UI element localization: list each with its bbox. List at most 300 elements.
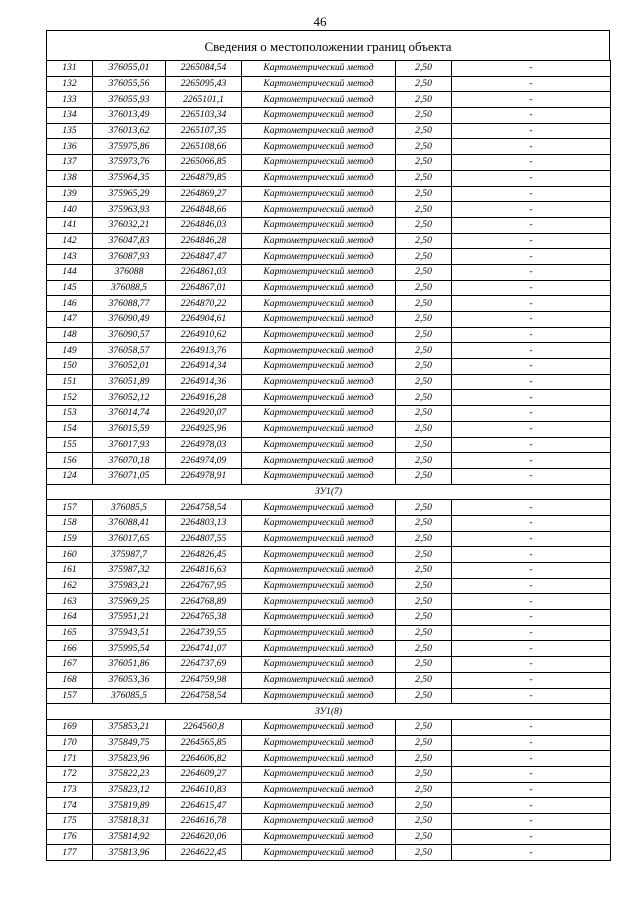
x-coordinate-cell: 376017,93 bbox=[93, 437, 166, 453]
table-row bbox=[47, 343, 611, 359]
accuracy-cell: 2,50 bbox=[396, 186, 452, 202]
description-cell: - bbox=[452, 453, 611, 469]
table-row bbox=[47, 108, 611, 124]
y-coordinate-cell: 2264560,8 bbox=[166, 719, 242, 735]
method-cell: Картометрический метод bbox=[242, 186, 396, 202]
table-row bbox=[47, 437, 611, 453]
table-row bbox=[47, 202, 611, 218]
x-coordinate-cell: 376055,01 bbox=[93, 61, 166, 77]
accuracy-cell: 2,50 bbox=[396, 139, 452, 155]
y-coordinate-cell: 2264826,45 bbox=[166, 547, 242, 563]
method-cell: Картометрический метод bbox=[242, 641, 396, 657]
x-coordinate-cell: 376090,49 bbox=[93, 312, 166, 328]
x-coordinate-cell: 375973,76 bbox=[93, 155, 166, 171]
method-cell: Картометрический метод bbox=[242, 594, 396, 610]
y-coordinate-cell: 2264974,09 bbox=[166, 453, 242, 469]
table-row bbox=[47, 657, 611, 673]
y-coordinate-cell: 2264848,66 bbox=[166, 202, 242, 218]
description-cell: - bbox=[452, 170, 611, 186]
point-number-cell: 161 bbox=[47, 563, 93, 579]
point-number-cell: 152 bbox=[47, 390, 93, 406]
table-row bbox=[47, 280, 611, 296]
point-number-cell: 140 bbox=[47, 202, 93, 218]
description-cell: - bbox=[452, 359, 611, 375]
accuracy-cell: 2,50 bbox=[396, 531, 452, 547]
point-number-cell: 176 bbox=[47, 829, 93, 845]
point-number-cell: 155 bbox=[47, 437, 93, 453]
y-coordinate-cell: 2264916,28 bbox=[166, 390, 242, 406]
x-coordinate-cell: 375818,31 bbox=[93, 814, 166, 830]
x-coordinate-cell: 375987,32 bbox=[93, 563, 166, 579]
point-number-cell: 146 bbox=[47, 296, 93, 312]
method-cell: Картометрический метод bbox=[242, 359, 396, 375]
accuracy-cell: 2,50 bbox=[396, 594, 452, 610]
method-cell: Картометрический метод bbox=[242, 766, 396, 782]
description-cell: - bbox=[452, 672, 611, 688]
method-cell: Картометрический метод bbox=[242, 108, 396, 124]
accuracy-cell: 2,50 bbox=[396, 155, 452, 171]
x-coordinate-cell: 376090,57 bbox=[93, 327, 166, 343]
y-coordinate-cell: 2264904,61 bbox=[166, 312, 242, 328]
x-coordinate-cell: 376017,65 bbox=[93, 531, 166, 547]
y-coordinate-cell: 2264610,83 bbox=[166, 782, 242, 798]
method-cell: Картометрический метод bbox=[242, 625, 396, 641]
table-row bbox=[47, 531, 611, 547]
x-coordinate-cell: 376051,89 bbox=[93, 374, 166, 390]
x-coordinate-cell: 376052,12 bbox=[93, 390, 166, 406]
y-coordinate-cell: 2264741,07 bbox=[166, 641, 242, 657]
y-coordinate-cell: 2264737,69 bbox=[166, 657, 242, 673]
description-cell: - bbox=[452, 61, 611, 77]
description-cell: - bbox=[452, 829, 611, 845]
description-cell: - bbox=[452, 280, 611, 296]
y-coordinate-cell: 2264861,03 bbox=[166, 264, 242, 280]
method-cell: Картометрический метод bbox=[242, 657, 396, 673]
y-coordinate-cell: 2265066,85 bbox=[166, 155, 242, 171]
method-cell: Картометрический метод bbox=[242, 139, 396, 155]
description-cell: - bbox=[452, 76, 611, 92]
table-row bbox=[47, 798, 611, 814]
method-cell: Картометрический метод bbox=[242, 92, 396, 108]
method-cell: Картометрический метод bbox=[242, 500, 396, 516]
description-cell: - bbox=[452, 735, 611, 751]
x-coordinate-cell: 375813,96 bbox=[93, 845, 166, 861]
table-row bbox=[47, 186, 611, 202]
accuracy-cell: 2,50 bbox=[396, 751, 452, 767]
y-coordinate-cell: 2264846,28 bbox=[166, 233, 242, 249]
method-cell: Картометрический метод bbox=[242, 170, 396, 186]
method-cell: Картометрический метод bbox=[242, 751, 396, 767]
point-number-cell: 153 bbox=[47, 406, 93, 422]
table-row bbox=[47, 61, 611, 77]
description-cell: - bbox=[452, 312, 611, 328]
point-number-cell: 138 bbox=[47, 170, 93, 186]
x-coordinate-cell: 375823,96 bbox=[93, 751, 166, 767]
point-number-cell: 131 bbox=[47, 61, 93, 77]
method-cell: Картометрический метод bbox=[242, 437, 396, 453]
point-number-cell: 173 bbox=[47, 782, 93, 798]
description-cell: - bbox=[452, 766, 611, 782]
x-coordinate-cell: 376032,21 bbox=[93, 217, 166, 233]
point-number-cell: 132 bbox=[47, 76, 93, 92]
y-coordinate-cell: 2264910,62 bbox=[166, 327, 242, 343]
table-row bbox=[47, 735, 611, 751]
accuracy-cell: 2,50 bbox=[396, 406, 452, 422]
accuracy-cell: 2,50 bbox=[396, 249, 452, 265]
y-coordinate-cell: 2264920,07 bbox=[166, 406, 242, 422]
table-row bbox=[47, 155, 611, 171]
accuracy-cell: 2,50 bbox=[396, 845, 452, 861]
y-coordinate-cell: 2264565,85 bbox=[166, 735, 242, 751]
y-coordinate-cell: 2264765,38 bbox=[166, 610, 242, 626]
table-row bbox=[47, 92, 611, 108]
page-number: 46 bbox=[313, 14, 327, 29]
description-cell: - bbox=[452, 845, 611, 861]
y-coordinate-cell: 2264758,54 bbox=[166, 500, 242, 516]
accuracy-cell: 2,50 bbox=[396, 688, 452, 704]
point-number-cell: 167 bbox=[47, 657, 93, 673]
point-number-cell: 156 bbox=[47, 453, 93, 469]
y-coordinate-cell: 2264616,78 bbox=[166, 814, 242, 830]
accuracy-cell: 2,50 bbox=[396, 563, 452, 579]
x-coordinate-cell: 376085,5 bbox=[93, 500, 166, 516]
table-row bbox=[47, 406, 611, 422]
accuracy-cell: 2,50 bbox=[396, 766, 452, 782]
description-cell: - bbox=[452, 751, 611, 767]
method-cell: Картометрический метод bbox=[242, 264, 396, 280]
accuracy-cell: 2,50 bbox=[396, 374, 452, 390]
y-coordinate-cell: 2265095,43 bbox=[166, 76, 242, 92]
x-coordinate-cell: 376088,5 bbox=[93, 280, 166, 296]
method-cell: Картометрический метод bbox=[242, 453, 396, 469]
x-coordinate-cell: 376070,18 bbox=[93, 453, 166, 469]
y-coordinate-cell: 2264870,22 bbox=[166, 296, 242, 312]
method-cell: Картометрический метод bbox=[242, 468, 396, 484]
point-number-cell: 135 bbox=[47, 123, 93, 139]
y-coordinate-cell: 2264869,27 bbox=[166, 186, 242, 202]
description-cell: - bbox=[452, 139, 611, 155]
method-cell: Картометрический метод bbox=[242, 123, 396, 139]
table-row bbox=[47, 327, 611, 343]
accuracy-cell: 2,50 bbox=[396, 76, 452, 92]
point-number-cell: 177 bbox=[47, 845, 93, 861]
section-row bbox=[47, 484, 611, 500]
table-row bbox=[47, 139, 611, 155]
point-number-cell: 164 bbox=[47, 610, 93, 626]
accuracy-cell: 2,50 bbox=[396, 217, 452, 233]
y-coordinate-cell: 2264846,03 bbox=[166, 217, 242, 233]
table-row bbox=[47, 845, 611, 861]
point-number-cell: 147 bbox=[47, 312, 93, 328]
method-cell: Картометрический метод bbox=[242, 515, 396, 531]
y-coordinate-cell: 2264925,96 bbox=[166, 421, 242, 437]
method-cell: Картометрический метод bbox=[242, 312, 396, 328]
y-coordinate-cell: 2264978,91 bbox=[166, 468, 242, 484]
accuracy-cell: 2,50 bbox=[396, 123, 452, 139]
y-coordinate-cell: 2264758,54 bbox=[166, 688, 242, 704]
x-coordinate-cell: 375823,12 bbox=[93, 782, 166, 798]
description-cell: - bbox=[452, 610, 611, 626]
point-number-cell: 133 bbox=[47, 92, 93, 108]
x-coordinate-cell: 376013,49 bbox=[93, 108, 166, 124]
x-coordinate-cell: 375975,86 bbox=[93, 139, 166, 155]
point-number-cell: 143 bbox=[47, 249, 93, 265]
table-row bbox=[47, 547, 611, 563]
x-coordinate-cell: 376014,74 bbox=[93, 406, 166, 422]
x-coordinate-cell: 375969,25 bbox=[93, 594, 166, 610]
y-coordinate-cell: 2264768,89 bbox=[166, 594, 242, 610]
y-coordinate-cell: 2264807,55 bbox=[166, 531, 242, 547]
table-row bbox=[47, 782, 611, 798]
accuracy-cell: 2,50 bbox=[396, 453, 452, 469]
x-coordinate-cell: 375963,93 bbox=[93, 202, 166, 218]
y-coordinate-cell: 2264867,01 bbox=[166, 280, 242, 296]
method-cell: Картометрический метод bbox=[242, 406, 396, 422]
description-cell: - bbox=[452, 249, 611, 265]
x-coordinate-cell: 375819,89 bbox=[93, 798, 166, 814]
y-coordinate-cell: 2264847,47 bbox=[166, 249, 242, 265]
description-cell: - bbox=[452, 217, 611, 233]
description-cell: - bbox=[452, 657, 611, 673]
description-cell: - bbox=[452, 625, 611, 641]
x-coordinate-cell: 376052,01 bbox=[93, 359, 166, 375]
accuracy-cell: 2,50 bbox=[396, 202, 452, 218]
y-coordinate-cell: 2264609,27 bbox=[166, 766, 242, 782]
description-cell: - bbox=[452, 406, 611, 422]
description-cell: - bbox=[452, 327, 611, 343]
point-number-cell: 144 bbox=[47, 264, 93, 280]
y-coordinate-cell: 2264615,47 bbox=[166, 798, 242, 814]
point-number-cell: 165 bbox=[47, 625, 93, 641]
method-cell: Картометрический метод bbox=[242, 217, 396, 233]
description-cell: - bbox=[452, 92, 611, 108]
table-row bbox=[47, 123, 611, 139]
table-row bbox=[47, 296, 611, 312]
method-cell: Картометрический метод bbox=[242, 343, 396, 359]
table-row bbox=[47, 625, 611, 641]
accuracy-cell: 2,50 bbox=[396, 829, 452, 845]
x-coordinate-cell: 375822,23 bbox=[93, 766, 166, 782]
x-coordinate-cell: 376085,5 bbox=[93, 688, 166, 704]
method-cell: Картометрический метод bbox=[242, 610, 396, 626]
description-cell: - bbox=[452, 688, 611, 704]
point-number-cell: 163 bbox=[47, 594, 93, 610]
table-row bbox=[47, 610, 611, 626]
description-cell: - bbox=[452, 578, 611, 594]
coordinates-table bbox=[46, 60, 611, 861]
accuracy-cell: 2,50 bbox=[396, 515, 452, 531]
accuracy-cell: 2,50 bbox=[396, 547, 452, 563]
method-cell: Картометрический метод bbox=[242, 814, 396, 830]
y-coordinate-cell: 2264978,03 bbox=[166, 437, 242, 453]
accuracy-cell: 2,50 bbox=[396, 625, 452, 641]
method-cell: Картометрический метод bbox=[242, 390, 396, 406]
y-coordinate-cell: 2265101,1 bbox=[166, 92, 242, 108]
table-row bbox=[47, 374, 611, 390]
accuracy-cell: 2,50 bbox=[396, 468, 452, 484]
table-row bbox=[47, 264, 611, 280]
table-header-title: Сведения о местоположении границ объекта bbox=[46, 30, 610, 60]
method-cell: Картометрический метод bbox=[242, 202, 396, 218]
point-number-cell: 148 bbox=[47, 327, 93, 343]
description-cell: - bbox=[452, 296, 611, 312]
description-cell: - bbox=[452, 374, 611, 390]
point-number-cell: 160 bbox=[47, 547, 93, 563]
table-row bbox=[47, 359, 611, 375]
x-coordinate-cell: 375964,35 bbox=[93, 170, 166, 186]
description-cell: - bbox=[452, 202, 611, 218]
boundary-sheet bbox=[46, 30, 610, 861]
point-number-cell: 171 bbox=[47, 751, 93, 767]
table-row bbox=[47, 814, 611, 830]
x-coordinate-cell: 375965,29 bbox=[93, 186, 166, 202]
method-cell: Картометрический метод bbox=[242, 719, 396, 735]
table-row bbox=[47, 170, 611, 186]
table-row bbox=[47, 719, 611, 735]
description-cell: - bbox=[452, 264, 611, 280]
method-cell: Картометрический метод bbox=[242, 374, 396, 390]
point-number-cell: 142 bbox=[47, 233, 93, 249]
y-coordinate-cell: 2264767,95 bbox=[166, 578, 242, 594]
method-cell: Картометрический метод bbox=[242, 296, 396, 312]
description-cell: - bbox=[452, 798, 611, 814]
x-coordinate-cell: 375995,54 bbox=[93, 641, 166, 657]
y-coordinate-cell: 2264914,34 bbox=[166, 359, 242, 375]
section-row bbox=[47, 704, 611, 720]
table-row bbox=[47, 766, 611, 782]
accuracy-cell: 2,50 bbox=[396, 641, 452, 657]
accuracy-cell: 2,50 bbox=[396, 343, 452, 359]
x-coordinate-cell: 376088 bbox=[93, 264, 166, 280]
description-cell: - bbox=[452, 468, 611, 484]
table-row bbox=[47, 515, 611, 531]
description-cell: - bbox=[452, 108, 611, 124]
point-number-cell: 145 bbox=[47, 280, 93, 296]
accuracy-cell: 2,50 bbox=[396, 782, 452, 798]
method-cell: Картометрический метод bbox=[242, 280, 396, 296]
method-cell: Картометрический метод bbox=[242, 531, 396, 547]
y-coordinate-cell: 2264913,76 bbox=[166, 343, 242, 359]
method-cell: Картометрический метод bbox=[242, 782, 396, 798]
point-number-cell: 124 bbox=[47, 468, 93, 484]
point-number-cell: 174 bbox=[47, 798, 93, 814]
accuracy-cell: 2,50 bbox=[396, 170, 452, 186]
coordinates-table-body bbox=[47, 61, 611, 861]
method-cell: Картометрический метод bbox=[242, 688, 396, 704]
method-cell: Картометрический метод bbox=[242, 155, 396, 171]
accuracy-cell: 2,50 bbox=[396, 657, 452, 673]
accuracy-cell: 2,50 bbox=[396, 578, 452, 594]
description-cell: - bbox=[452, 186, 611, 202]
description-cell: - bbox=[452, 343, 611, 359]
accuracy-cell: 2,50 bbox=[396, 264, 452, 280]
table-row bbox=[47, 453, 611, 469]
method-cell: Картометрический метод bbox=[242, 249, 396, 265]
point-number-cell: 139 bbox=[47, 186, 93, 202]
table-row bbox=[47, 217, 611, 233]
description-cell: - bbox=[452, 719, 611, 735]
table-row bbox=[47, 468, 611, 484]
point-number-cell: 175 bbox=[47, 814, 93, 830]
x-coordinate-cell: 375853,21 bbox=[93, 719, 166, 735]
y-coordinate-cell: 2265107,35 bbox=[166, 123, 242, 139]
y-coordinate-cell: 2264879,85 bbox=[166, 170, 242, 186]
accuracy-cell: 2,50 bbox=[396, 280, 452, 296]
accuracy-cell: 2,50 bbox=[396, 296, 452, 312]
point-number-cell: 158 bbox=[47, 515, 93, 531]
method-cell: Картометрический метод bbox=[242, 421, 396, 437]
point-number-cell: 168 bbox=[47, 672, 93, 688]
table-row bbox=[47, 249, 611, 265]
method-cell: Картометрический метод bbox=[242, 547, 396, 563]
description-cell: - bbox=[452, 233, 611, 249]
method-cell: Картометрический метод bbox=[242, 327, 396, 343]
x-coordinate-cell: 376047,83 bbox=[93, 233, 166, 249]
description-cell: - bbox=[452, 390, 611, 406]
y-coordinate-cell: 2265103,34 bbox=[166, 108, 242, 124]
accuracy-cell: 2,50 bbox=[396, 672, 452, 688]
x-coordinate-cell: 376087,93 bbox=[93, 249, 166, 265]
accuracy-cell: 2,50 bbox=[396, 735, 452, 751]
method-cell: Картометрический метод bbox=[242, 735, 396, 751]
point-number-cell: 166 bbox=[47, 641, 93, 657]
x-coordinate-cell: 375943,51 bbox=[93, 625, 166, 641]
accuracy-cell: 2,50 bbox=[396, 61, 452, 77]
point-number-cell: 169 bbox=[47, 719, 93, 735]
description-cell: - bbox=[452, 563, 611, 579]
table-row bbox=[47, 578, 611, 594]
method-cell: Картометрический метод bbox=[242, 672, 396, 688]
description-cell: - bbox=[452, 641, 611, 657]
y-coordinate-cell: 2264739,55 bbox=[166, 625, 242, 641]
table-row bbox=[47, 390, 611, 406]
point-number-cell: 136 bbox=[47, 139, 93, 155]
section-label: ЗУ1(7) bbox=[47, 484, 611, 500]
x-coordinate-cell: 375814,92 bbox=[93, 829, 166, 845]
table-row bbox=[47, 312, 611, 328]
y-coordinate-cell: 2264620,06 bbox=[166, 829, 242, 845]
method-cell: Картометрический метод bbox=[242, 829, 396, 845]
y-coordinate-cell: 2265108,66 bbox=[166, 139, 242, 155]
y-coordinate-cell: 2264622,45 bbox=[166, 845, 242, 861]
description-cell: - bbox=[452, 515, 611, 531]
accuracy-cell: 2,50 bbox=[396, 390, 452, 406]
x-coordinate-cell: 376053,36 bbox=[93, 672, 166, 688]
description-cell: - bbox=[452, 531, 611, 547]
description-cell: - bbox=[452, 123, 611, 139]
y-coordinate-cell: 2264914,36 bbox=[166, 374, 242, 390]
table-row bbox=[47, 641, 611, 657]
description-cell: - bbox=[452, 437, 611, 453]
method-cell: Картометрический метод bbox=[242, 845, 396, 861]
accuracy-cell: 2,50 bbox=[396, 798, 452, 814]
description-cell: - bbox=[452, 500, 611, 516]
y-coordinate-cell: 2264606,82 bbox=[166, 751, 242, 767]
description-cell: - bbox=[452, 155, 611, 171]
x-coordinate-cell: 375983,21 bbox=[93, 578, 166, 594]
y-coordinate-cell: 2264816,63 bbox=[166, 563, 242, 579]
table-row bbox=[47, 500, 611, 516]
point-number-cell: 162 bbox=[47, 578, 93, 594]
table-row bbox=[47, 751, 611, 767]
point-number-cell: 159 bbox=[47, 531, 93, 547]
accuracy-cell: 2,50 bbox=[396, 500, 452, 516]
point-number-cell: 150 bbox=[47, 359, 93, 375]
accuracy-cell: 2,50 bbox=[396, 814, 452, 830]
method-cell: Картометрический метод bbox=[242, 233, 396, 249]
method-cell: Картометрический метод bbox=[242, 798, 396, 814]
x-coordinate-cell: 375987,7 bbox=[93, 547, 166, 563]
